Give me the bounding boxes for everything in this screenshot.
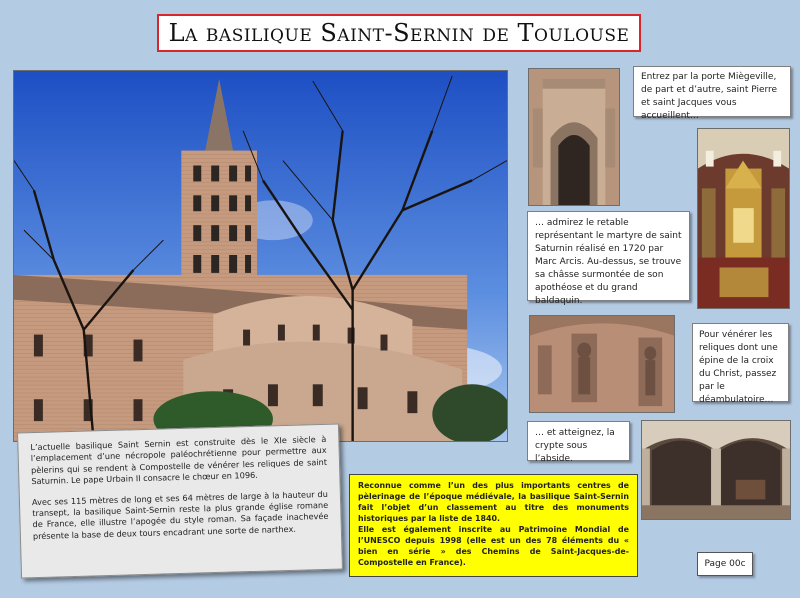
basilica-exterior-photo — [13, 70, 508, 442]
description-paragraph-2: Avec ses 115 mètres de long et ses 64 mètres de large à la hauteur du transept, la basilique Saint-Sernin reste la plus grande église romane de France, elle illustre l’apogée du style roman. Sa façade inachevée présente la base de deux tours encadrant une sorte de narthex. — [31, 488, 329, 541]
caption-reliques: Pour vénérer les reliques dont une épine de la croix du Christ, passez par le déambulatoire… — [692, 323, 789, 402]
caption-porte-miegeville: Entrez par la porte Miègeville, de part et d’autre, saint Pierre et saint Jacques vous accueillent… — [633, 66, 791, 117]
caption-retable: … admirez le retable représentant le martyre de saint Saturnin réalisé en 1720 par Marc Arcis. Au-dessus, se trouve sa châsse surmontée de son apothéose et du grand baldaquin. — [527, 211, 690, 301]
caption-crypte: … et atteignez, la crypte sous l’abside. — [527, 421, 630, 461]
basilica-description — [17, 424, 343, 579]
retable-photo — [697, 128, 790, 309]
porte-miegeville-photo — [528, 68, 620, 206]
deambulatoire-reliefs-photo — [529, 315, 675, 413]
page-number: Page 00c — [697, 552, 753, 576]
heritage-paragraph-2: Elle est également inscrite au Patrimoine Mondial de l’UNESCO depuis 1998 (elle est un des 78 éléments du « bien en série » des Chemins de Saint-Jacques-de-Compostelle en France). — [358, 525, 629, 567]
crypte-photo — [641, 420, 791, 520]
page-title: La basilique Saint-Sernin de Toulouse — [157, 14, 641, 52]
heritage-status-box — [349, 474, 638, 577]
heritage-paragraph-1: Reconnue comme l’un des plus importants centres de pèlerinage de l’époque médiévale, la basilique Saint-Sernin fait l’objet d’un classement au titre des monuments historiques par la liste de 1840. — [358, 481, 629, 523]
description-paragraph-1: L’actuelle basilique Saint Sernin est construite dès le XIe siècle à l’emplacement d’une nécropole paléochrétienne pour permettre aux pèlerins qui se rendent à Compostelle de vénérer les reliques de saint Saturnin. Le pape Urbain II consacre le chœur en 1096. — [30, 433, 328, 487]
